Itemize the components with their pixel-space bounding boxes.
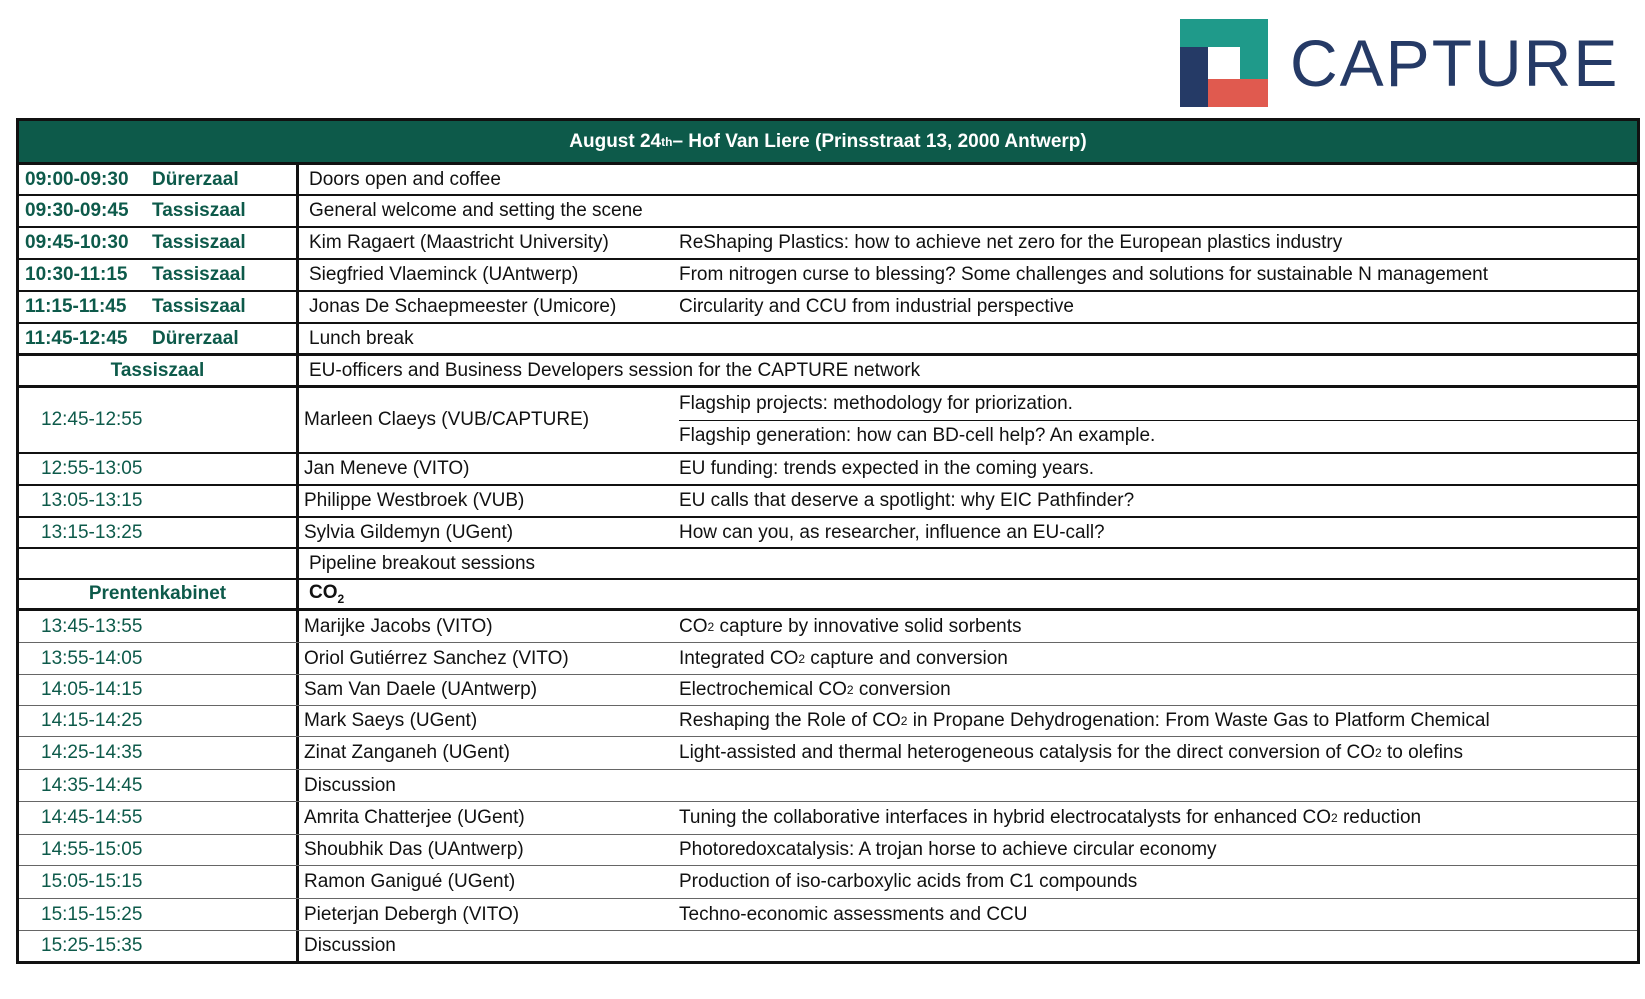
talk-title: Tuning the collaborative interfaces in hybrid electrocatalysts for enhanced CO 2 reduction <box>679 807 1422 828</box>
capture-logo <box>1180 18 1619 108</box>
talk-title: Flagship generation: how can BD-cell help? An example. <box>679 425 1156 447</box>
schedule-row <box>19 260 1637 292</box>
schedule-row <box>19 931 1637 961</box>
time-slot: 12:45-12:55 <box>41 409 143 430</box>
speaker: Jan Meneve (VITO) <box>304 458 470 479</box>
speaker: Pieterjan Debergh (VITO) <box>304 903 520 925</box>
time-slot: 14:55-15:05 <box>41 839 143 860</box>
talk-title: Techno-economic assessments and CCU <box>679 903 1028 925</box>
schedule-row <box>19 486 1637 518</box>
time-slot: 13:05-13:15 <box>41 490 143 511</box>
time-slot: 14:35-14:45 <box>41 774 143 796</box>
talk-title: Light-assisted and thermal heterogeneous catalysis for the direct conversion of CO 2 to olefins <box>679 742 1463 763</box>
room: Dürerzaal <box>152 168 239 190</box>
speaker: Philippe Westbroek (VUB) <box>304 490 525 511</box>
time-slot: 11:15-11:45 <box>25 296 127 317</box>
talk-title: CO 2 capture by innovative solid sorbents <box>679 615 1022 637</box>
speaker: Marijke Jacobs (VITO) <box>304 615 493 637</box>
time-slot: 14:05-14:15 <box>41 679 143 700</box>
schedule-row <box>19 165 1637 196</box>
room: Tassiszaal <box>152 200 246 221</box>
speaker: Sylvia Gildemyn (UGent) <box>304 521 514 543</box>
schedule-row <box>19 770 1637 802</box>
time-slot: 11:45-12:45 <box>25 327 128 349</box>
time-slot: 13:45-13:55 <box>41 615 143 637</box>
schedule-row <box>19 518 1637 549</box>
talk-title: Photoredoxcatalysis: A trojan horse to achieve circular economy <box>679 839 1217 860</box>
schedule-row <box>19 706 1637 737</box>
room: Tassiszaal <box>152 264 246 285</box>
talk-title: How can you, as researcher, influence an EU-call? <box>679 521 1105 543</box>
schedule-row <box>19 866 1637 899</box>
speaker: Kim Ragaert (Maastricht University) <box>309 232 609 253</box>
speaker: Sam Van Daele (UAntwerp) <box>304 679 538 700</box>
time-slot: 13:15-13:25 <box>41 521 143 543</box>
time-slot: 09:45-10:30 <box>25 232 129 253</box>
room: Tassiszaal <box>152 232 246 253</box>
schedule-row <box>19 802 1637 835</box>
talk-title: Integrated CO 2 capture and conversion <box>679 647 1008 669</box>
schedule-row <box>19 737 1637 770</box>
session-text: Discussion <box>304 774 396 796</box>
speaker: Siegfried Vlaeminck (UAntwerp) <box>309 264 579 285</box>
schedule-row <box>19 196 1637 228</box>
header-date-suffix: th <box>661 134 673 149</box>
schedule-row <box>19 228 1637 260</box>
talk-title: EU funding: trends expected in the coming years. <box>679 458 1095 479</box>
session-text: Pipeline breakout sessions <box>309 552 536 574</box>
schedule-row <box>19 580 1637 611</box>
schedule-row <box>19 324 1637 356</box>
schedule-row <box>19 388 1637 454</box>
session-text <box>299 580 1637 608</box>
talk-title: EU calls that deserve a spotlight: why EIC Pathfinder? <box>679 490 1135 511</box>
capture-logo-mark <box>1180 19 1268 107</box>
speaker: Jonas De Schaepmeester (Umicore) <box>309 296 617 317</box>
speaker: Oriol Gutiérrez Sanchez (VITO) <box>304 647 569 669</box>
schedule-row <box>19 899 1637 931</box>
talk-title: Electrochemical CO 2 conversion <box>679 679 951 700</box>
speaker: Shoubhik Das (UAntwerp) <box>304 839 524 860</box>
time-slot: 10:30-11:15 <box>25 264 128 285</box>
session-text: Discussion <box>304 935 396 956</box>
speaker: Zinat Zanganeh (UGent) <box>304 742 510 763</box>
talk-title: Reshaping the Role of CO 2 in Propane Dehydrogenation: From Waste Gas to Platform Chemical <box>679 710 1490 731</box>
talk-title: ReShaping Plastics: how to achieve net zero for the European plastics industry <box>679 232 1343 253</box>
speaker: Mark Saeys (UGent) <box>304 710 478 731</box>
header-date: August 24 <box>569 130 662 152</box>
talk-title: From nitrogen curse to blessing? Some challenges and solutions for sustainable N management <box>679 264 1489 285</box>
time-slot: 15:25-15:35 <box>41 935 143 956</box>
talk-title: Circularity and CCU from industrial perspective <box>679 296 1074 317</box>
time-slot: 14:15-14:25 <box>41 710 143 731</box>
header-venue: – Hof Van Liere (Prinsstraat 13, 2000 Antwerp) <box>672 130 1087 152</box>
capture-logo-text: CAPTURE <box>1290 26 1620 100</box>
schedule-table <box>16 118 1640 964</box>
room: Tassiszaal <box>110 359 205 381</box>
time-slot: 09:30-09:45 <box>25 200 129 221</box>
session-text: EU-officers and Business Developers session for the CAPTURE network <box>309 359 921 381</box>
time-slot: 15:15-15:25 <box>41 903 143 925</box>
schedule-row <box>19 675 1637 706</box>
time-slot: 09:00-09:30 <box>25 168 129 190</box>
schedule-row <box>19 549 1637 580</box>
session-text: Lunch break <box>309 327 414 349</box>
speaker: Ramon Ganigué (UGent) <box>304 871 516 892</box>
schedule-row <box>19 835 1637 866</box>
time-slot: 13:55-14:05 <box>41 647 143 669</box>
schedule-row <box>19 454 1637 486</box>
speaker: Amrita Chatterjee (UGent) <box>304 807 525 828</box>
talk-title: Production of iso-carboxylic acids from C1 compounds <box>679 871 1138 892</box>
schedule-row <box>19 611 1637 643</box>
talk-title: Flagship projects: methodology for priorization. <box>679 388 1637 421</box>
room: Dürerzaal <box>152 327 239 349</box>
co2-label: $CO_2$ <box>309 582 345 606</box>
session-text: Doors open and coffee <box>309 168 501 190</box>
time-slot: 14:25-14:35 <box>41 742 143 763</box>
schedule-row <box>19 356 1637 388</box>
room: Prentenkabinet <box>88 583 227 604</box>
time-slot: 14:45-14:55 <box>41 807 143 828</box>
schedule-header <box>19 121 1637 165</box>
speaker: Marleen Claeys (VUB/CAPTURE) <box>304 409 590 430</box>
time-slot: 15:05-15:15 <box>41 871 143 892</box>
schedule-row <box>19 643 1637 675</box>
time-slot: 12:55-13:05 <box>41 458 143 479</box>
session-text: General welcome and setting the scene <box>309 200 643 221</box>
room: Tassiszaal <box>152 296 246 317</box>
schedule-row <box>19 292 1637 324</box>
